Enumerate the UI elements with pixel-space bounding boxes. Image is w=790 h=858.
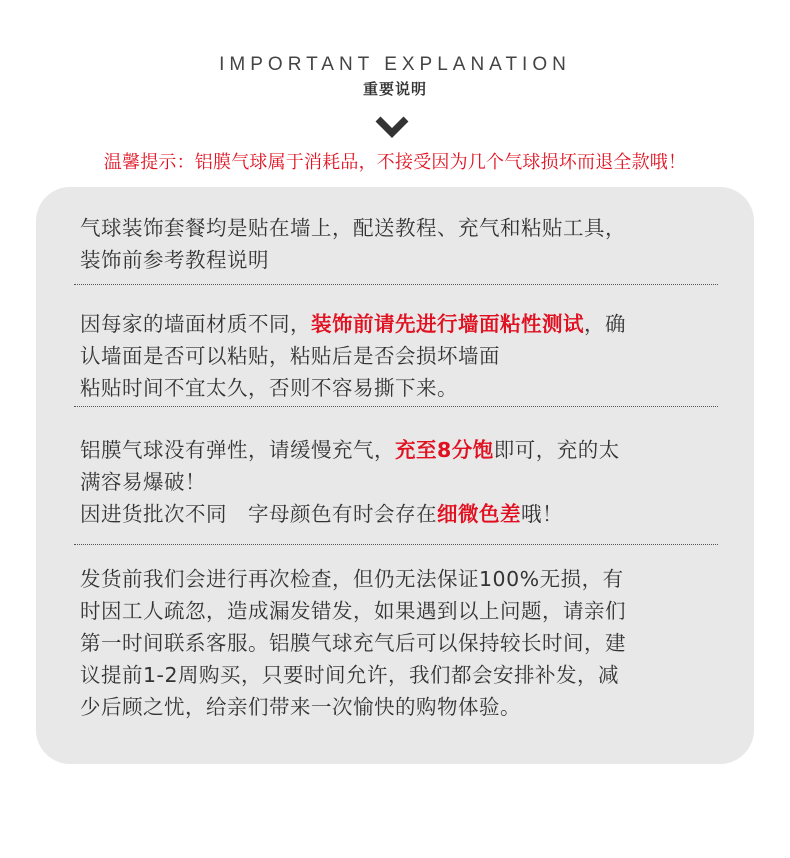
highlight-text: 充至8分饱 [395, 438, 494, 462]
section-line [80, 434, 720, 466]
section-line: 装饰前参考教程说明 [80, 248, 269, 272]
section-line: 发货前我们会进行再次检查，但仍无法保证100%无损，有 [80, 567, 624, 591]
section-line: 第一时间联系客服。铝膜气球充气后可以保持较长时间，建 [80, 631, 626, 655]
highlight-text: 装饰前请先进行墙面粘性测试 [311, 312, 584, 336]
warning-notice: 温馨提示：铝膜气球属于消耗品，不接受因为几个气球损坏而退全款哦！ [103, 152, 687, 173]
text: 因每家的墙面材质不同， [80, 312, 311, 336]
section-inflation [80, 434, 720, 530]
section-line: 时因工人疏忽，造成漏发错发，如果遇到以上问题，请亲们 [80, 599, 626, 623]
section-tutorial [80, 212, 720, 276]
text: 即可，充的太 [493, 438, 620, 462]
section-line [80, 498, 720, 530]
section-shipping [80, 563, 720, 723]
page-title-english: IMPORTANT EXPLANATION [219, 54, 571, 75]
text: 哦！ [521, 502, 563, 526]
text: 因进货批次不同 字母颜色有时会存在 [80, 502, 437, 526]
chevron-down-icon [372, 114, 412, 140]
section-line: 认墙面是否可以粘贴，粘贴后是否会损坏墙面 [80, 344, 500, 368]
section-line: 满容易爆破！ [80, 470, 206, 494]
section-line: 少后顾之忧，给亲们带来一次愉快的购物体验。 [80, 695, 521, 719]
divider [74, 544, 718, 545]
text: ，确 [584, 312, 626, 336]
page-title-chinese: 重要说明 [362, 80, 427, 98]
text: 铝膜气球没有弹性，请缓慢充气， [80, 438, 395, 462]
section-line: 议提前1-2周购买，只要时间允许，我们都会安排补发，减 [80, 663, 619, 687]
section-line [80, 308, 720, 340]
divider [74, 406, 718, 407]
divider [74, 284, 718, 285]
highlight-text: 细微色差 [437, 502, 521, 526]
section-wall-test [80, 308, 720, 404]
section-line: 粘贴时间不宜太久，否则不容易撕下来。 [80, 376, 458, 400]
section-line: 气球装饰套餐均是贴在墙上，配送教程、充气和粘贴工具， [80, 216, 626, 240]
